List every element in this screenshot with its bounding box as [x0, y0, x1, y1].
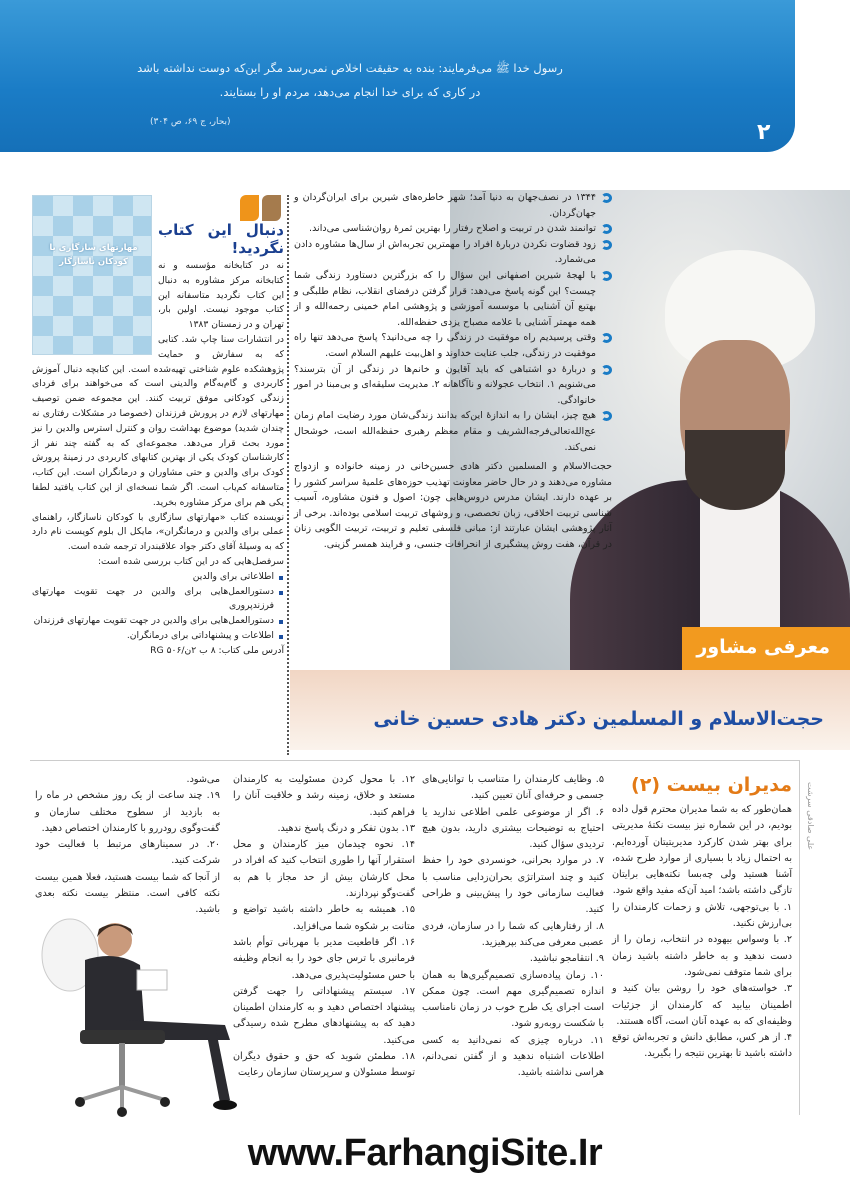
list-item — [294, 362, 612, 409]
bullet-icon — [601, 411, 612, 421]
managers-col-2 — [422, 772, 604, 1082]
list-item: اطلاعات و پیشنهاداتی برای درمانگران. — [32, 629, 284, 644]
portrait-beard — [685, 430, 785, 510]
list-item: ۸. از رفتارهایی که شما را در سازمان، فردی عصبی معرفی می‌کند بپرهیزید. — [422, 920, 604, 948]
book-heading: دنبال این کتاب نگردید! — [158, 221, 284, 257]
list-item: ۱۰. زمان پیاده‌سازی تصمیم‌گیری‌ها به همان اندازه تصمیم‌گیری مهم است. چون ممکن است اجرای یک طرح خوب در زمان نامناسب با شکست روبه‌رو شود. — [422, 969, 604, 1030]
list-item — [294, 221, 612, 237]
profile-text — [294, 190, 612, 553]
list-item: ۱۵. همیشه به خاطر داشته باشید تواضع و متانت بر شکوه شما می‌افزاید. — [233, 904, 415, 932]
section-label: معرفی مشاور — [682, 627, 850, 670]
bullet-text: ۱۳۴۴ در نصف‌جهان به دنیا آمد؛ شهر خاطره‌های شیرین برای ایران‌گردان و جهان‌گردان. — [294, 192, 596, 219]
quote-source: (بحار، ج ۶۹، ص ۳۰۴) — [150, 117, 231, 127]
bullet-icon — [601, 224, 612, 234]
list-item: ۱۲. با محول کردن مسئولیت به کارمندان مستعد و خلاق، زمینه رشد و خلاقیت آنان را فراهم کنید. — [233, 774, 415, 818]
list-item: ۴. از هر کس، مطابق دانش و تجربه‌اش توقع داشته باشید تا بهترین نتیجه را بگیرید. — [612, 1032, 792, 1060]
bullet-text: وقتی پرسیدیم راه موفقیت در زندگی را چه می‌دانید؟ پاسخ می‌دهد تنها راه موفقیت در زندگی، جلب عنایت خداوند و اهل‌بیت علیهم السلام است. — [294, 332, 596, 359]
list-item: ۵. وظایف کارمندان را متناسب با توانایی‌های جسمی و حرفه‌ای آنان تعیین کنید. — [422, 774, 604, 802]
byline: علی صادقی سرشت — [806, 782, 815, 851]
bullet-icon — [601, 193, 612, 203]
list-item: می‌شود. — [186, 774, 220, 785]
managers-col-3 — [233, 772, 415, 1082]
bullet-text: با لهجهٔ شیرین اصفهانی این سؤال را که بزرگترین دستاورد زندگی شما چیست؟ این گونه پاسخ می‌دهد: قرار گرفتن درفضای انقلاب، نظام طلبگی و بهتبع آن آشنایی با موسسه آموزشی و پژوهشی امام خمینی رحمه‌الله و از همه مهمتر آشنایی با علامه مصباح یزدی حفظه‌الله. — [294, 269, 596, 328]
profile-bullets — [294, 190, 612, 455]
managers-col-1 — [612, 772, 792, 1063]
bullet-icon — [601, 240, 612, 250]
counselor-name: حجت‌الاسلام و المسلمین دکتر هادی حسین خانی — [373, 708, 824, 730]
managers-col-4 — [35, 772, 220, 919]
list-item — [294, 330, 612, 361]
site-watermark[interactable]: www.FarhangiSite.Ir — [247, 1132, 603, 1174]
list-item: اطلاعاتی برای والدین — [32, 570, 284, 585]
book-section — [32, 193, 284, 659]
list-item: ۲. با وسواس بیهوده در انتخاب، زمان را از دست ندهید و به خاطر داشته باشید زمان برای شما متوقف نمی‌شود. — [612, 934, 792, 978]
list-item: ۳. خواسته‌های خود را روشن بیان کنید و اطمینان بیابید که کارمندان از جزئیات وظیفه‌ای که به عهده آنان است، آگاه هستند. — [612, 983, 792, 1027]
page-number: ۲ — [757, 120, 771, 145]
column-divider — [287, 195, 289, 755]
bullet-text: هیچ چیز، ایشان را به اندازهٔ این‌که بدانند زندگی‌شان مورد رضایت امام زمان عج‌الله‌تعالی‌فرجه‌الشریف و مقام معظم رهبری حفظه‌الله است، خوشحال نمی‌کند. — [294, 410, 596, 453]
list-item: ۱۳. بدون تفکر و درنگ پاسخ ندهید. — [277, 822, 415, 834]
book-cover-title: مهارتهای سازگاری با کودکان ناسازگار — [49, 243, 138, 267]
quote-line: رسول خدا ﷺ می‌فرمایند: بنده به حقیقت اخلاص نمی‌رسد مگر این‌که دوست نداشته باشد — [137, 61, 563, 75]
list-item: ۱۴. نحوه چیدمان میز کارمندان و محل استقرار آنها را طوری انتخاب کنید که افراد در محل کارشان بیش از حد مجاز با هم به گفت‌وگو نپردازند. — [233, 839, 415, 900]
name-band — [290, 670, 850, 750]
profile-bio: حجت‌الاسلام و المسلمین دکتر هادی حسین‌خانی در زمینه خانواده و ازدواج مشاوره می‌دهند و در حال حاضر معاونت تهذیب حوزه‌های علمیهٔ سراسر کشور را بر عهده دارند. ایشان مدرس دروس‌هایی چون: اصول و فنون مشاوره، آسیب شناسی تربیت اخلاقی، زبان تخصصی، و روشهای تربیت اسلامی بوده‌اند. برخی از آثار پژوهشی ایشان عبارتند از: مبانی فلسفی تعلیم و تربیت، تربیت الگویی زنان در قرآن، هفت روش پیشگیری از انحرافات جنسی، و فرایند همسر گزینی. — [294, 461, 612, 551]
list-item: ۱. با بی‌توجهی، تلاش و زحمات کارمندان را بی‌ارزش نکنید. — [612, 901, 792, 930]
book-cover — [32, 195, 152, 355]
bullet-text: زود قضاوت نکردن دربارهٔ افراد را مهمترین تجربه‌اش از سال‌ها مشاوره دادن می‌شمارد. — [294, 238, 596, 266]
list-item: ۱۶. اگر قاطعیت مدیر با مهربانی توأم باشد فرمانبری با ترس جای خود را به انجام وظیفه با حس مسئولیت‌پذیری می‌دهد. — [233, 936, 415, 981]
list-item: ۱۸. مطمئن شوید که حق و حقوق دیگران توسط مسئولان و سرپرستان سازمان رعایت — [233, 1051, 415, 1079]
hadith-quote — [40, 56, 660, 104]
bullet-icon — [601, 365, 612, 375]
bullet-icon — [601, 333, 612, 343]
list-item: ۲۰. در سمینارهای مرتبط با فعالیت خود شرکت کنید. — [35, 839, 220, 867]
book-paragraph: در انتشارات سنا چاپ شد. کتابی که به سفارش و حمایت پژوهشکده علوم شناختی تهیه‌شده است. این کتابچه دنبال آموزش کاربردی و گام‌به‌گام والدینی است که می‌خواهند برای فردای زندگی کودکانی موفق تربیت کنند. این مجموعه ضمن توصیف مهارتهای لازم در پرورش فرزندان (خصوصا در مشکلات رفتاری نه چندان شدید) موضوع بهداشت روان و کنترل استرس والدین را نیز مورد بحث قرار می‌دهد. مجموعه‌ای که به گفته چند نفر از کارشناسان کودک یکی از بهترین کتابهای کاربردی در زمینهٔ پرورش کودک برای والدین و حتی مشاوران و درمانگران است. این کتاب، متاسفانه کم‌یاب است. اگر شما نسخه‌ای از این کتاب یافتید لطفا یکی هم برای مرکز مشاوره بخرید. — [32, 333, 284, 508]
bullet-icon — [601, 271, 612, 281]
list-item: دستورالعمل‌هایی برای والدین در جهت تقویت مهارتهای فرزندان — [32, 614, 284, 629]
list-item: ۹. انتقامجو نباشید. — [529, 953, 604, 965]
book-chapters — [32, 570, 284, 644]
book-call-number: آدرس ملی کتاب: ۸ ب ۲ن/۵۰۶ RG — [150, 644, 284, 656]
managers-intro: همان‌طور که به شما مدیران محترم قول داده بودیم، در این شماره نیز بیست نکتهٔ مدیریتی برای بهتر شدن کارکرد مدیریتیتان آورده‌ایم. به احتمال زیاد با بسیاری از موارد طرح شده، آشنا هستید ولی چه‌بسا نکته‌هایی برایتان تازگی داشته باشد؛ امید آن‌که مفید واقع شود. — [612, 804, 792, 897]
list-item — [294, 190, 612, 221]
list-item: از آنجا که شما بیست هستید، فعلا همین بیست نکته کافی است. منتظر بیست نکته بعدی باشید. — [35, 871, 220, 916]
managers-title: مدیران بیست (۲) — [631, 774, 792, 796]
list-item: ۱۹. چند ساعت از یک روز مشخص در ماه را به بازدید از سطوح مختلف سازمان و گفت‌وگوی رودررو با کارمندان اختصاص دهید. — [35, 790, 220, 834]
businessman-chair-image — [25, 915, 240, 1125]
bullet-text: توانمند شدن در تربیت و اصلاح رفتار را بهترین ثمرهٔ روان‌شناسی می‌داند. — [309, 223, 596, 235]
list-item — [294, 237, 612, 268]
book-chapters-intro: سرفصل‌هایی که در این کتاب بررسی شده است: — [97, 555, 284, 567]
list-item: ۱۷. سیستم پیشنهاداتی را جهت گرفتن پیشنهاد اختصاص دهید و به کارمندان اطمینان دهید که به پیشنهادهای مطرح شده رسیدگی می‌کنید. — [233, 985, 415, 1046]
list-item — [294, 268, 612, 330]
list-item: دستورالعمل‌هایی برای والدین در جهت تقویت مهارتهای فرزندپروری — [32, 585, 284, 615]
list-item — [294, 408, 612, 455]
book-intro: نه در کتابخانه مؤسسه و نه کتابخانه مرکز مشاوره به دنبال این کتاب نگردید متاسفانه این کتاب موجود نیست. اولین بار، تهران و در زمستان ۱۳۸۳ — [158, 260, 284, 331]
list-item: ۶. اگر از موضوعی علمی اطلاعی ندارید یا احتیاج به توضیحات بیشتری دارید، بدون هیچ تردیدی سؤال کنید. — [422, 806, 604, 851]
list-item: ۷. در موارد بحرانی، خونسردی خود را حفظ کنید و چند استراتژی بحران‌زدایی مناسب با فعالیت سازمانی خود را پیش‌بینی و طراحی کنید. — [422, 855, 604, 916]
bullet-text: و دربارهٔ دو اشتباهی که باید آقایون و خانم‌ها در زندگی از آن بترسند؟ می‌شنویم ۱. انتخاب عجولانه و ناآگاهانه ۲. مدیریت سلیقه‌ای و بی‌مبنا در امور خانوادگی. — [294, 363, 596, 406]
list-item: ۱۱. درباره چیزی که نمی‌دانید به کسی اطلاعات اشتباه ندهید و از گفتن نمی‌دانم، هراسی نداشته باشید. — [422, 1034, 604, 1079]
book-author: نویسنده کتاب «مهارتهای سازگاری با کودکان ناسازگار، راهنمای عملی برای والدین و درمانگران»، مایکل ال بلوم کویست نام دارد که به وسیلهٔ آقای دکتر جواد علاقبندراد ترجمه شده است. — [32, 511, 284, 553]
quote-line: در کاری که برای خدا انجام می‌دهد، مردم او را بستایند. — [219, 85, 481, 99]
